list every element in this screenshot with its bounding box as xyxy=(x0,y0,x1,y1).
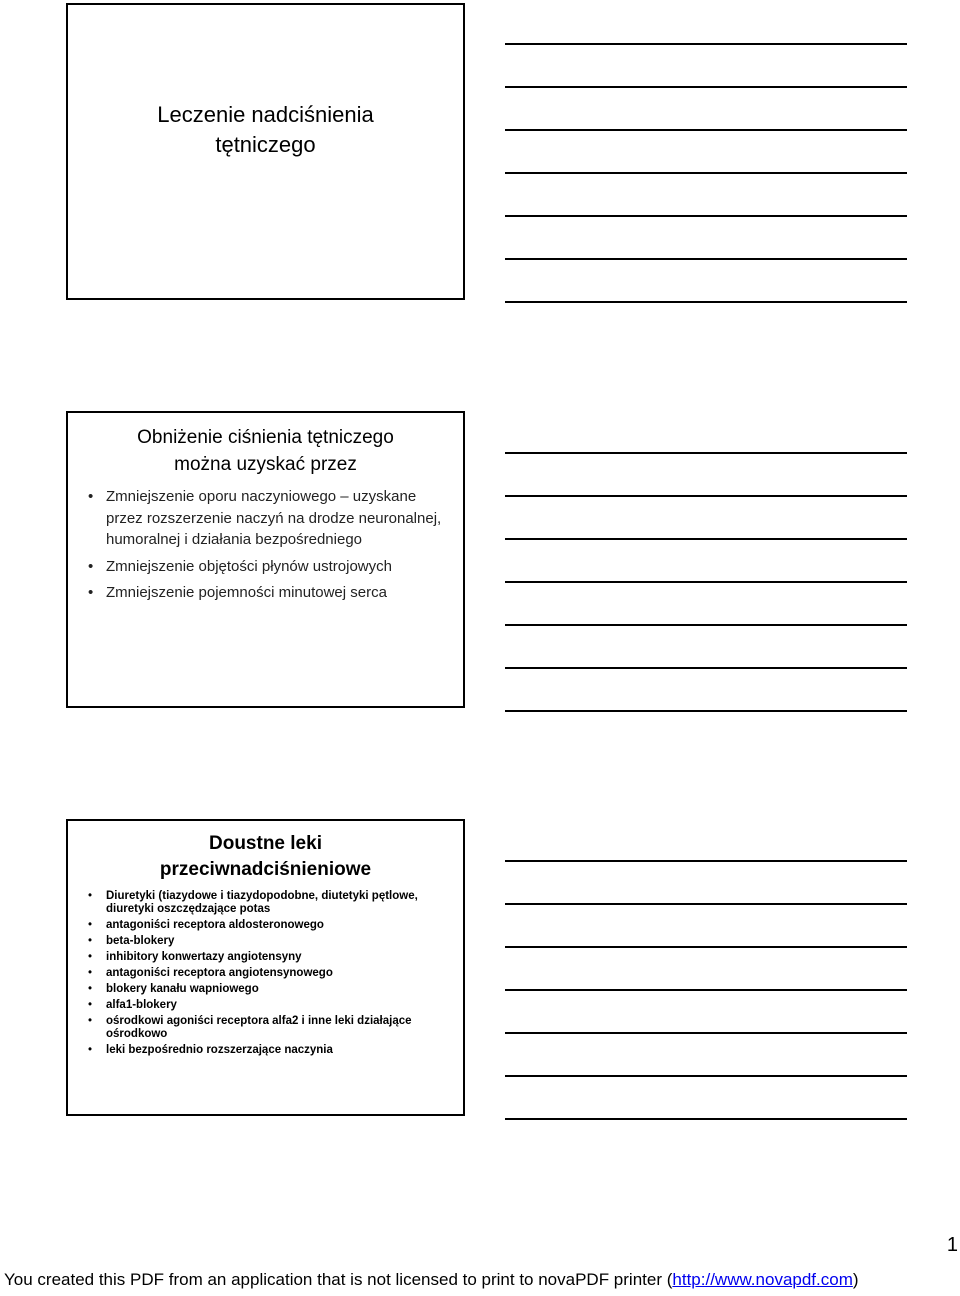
note-line xyxy=(505,215,907,217)
bullet-item: • Zmniejszenie objętości płynów ustrojowych xyxy=(86,556,451,578)
slide-2-title-line: Obniżenie ciśnienia tętniczego xyxy=(137,427,394,448)
slide-3-title-line: Doustne leki xyxy=(209,833,322,854)
note-line xyxy=(505,172,907,174)
bullet-item: • Zmniejszenie pojemności minutowej serca xyxy=(86,582,451,604)
footer-text-end: ) xyxy=(852,1270,859,1289)
note-line xyxy=(505,129,907,131)
note-line xyxy=(505,1075,907,1077)
slide-3 xyxy=(66,819,465,1116)
slide-1-title-line: tętniczego xyxy=(215,132,316,157)
note-line xyxy=(505,860,907,862)
bullet-item: • blokery kanału wapniowego xyxy=(86,983,451,996)
note-line xyxy=(505,989,907,991)
slide-1-title xyxy=(68,100,463,160)
footer-link[interactable]: http://www.novapdf.com xyxy=(672,1270,853,1289)
note-line xyxy=(505,1032,907,1034)
slide-3-title xyxy=(68,831,463,883)
note-line xyxy=(505,946,907,948)
bullet-item: • Diuretyki (tiazydowe i tiazydopodobne, diutetyki pętlowe, diuretyki oszczędzające potas xyxy=(86,890,451,916)
note-line xyxy=(505,258,907,260)
note-line xyxy=(505,301,907,303)
note-line xyxy=(505,581,907,583)
slide-2 xyxy=(66,411,465,708)
note-line xyxy=(505,452,907,454)
slide-1 xyxy=(66,3,465,300)
note-line xyxy=(505,43,907,45)
note-line xyxy=(505,1118,907,1120)
note-line xyxy=(505,710,907,712)
slide-2-bullet-list xyxy=(86,486,451,609)
slide-3-bullet-list xyxy=(86,890,451,1060)
bullet-item: • Zmniejszenie oporu naczyniowego – uzyskane przez rozszerzenie naczyń na drodze neuronalnej, humoralnej i działania bezpośredniego xyxy=(86,486,451,551)
slide-3-title-line: przeciwnadciśnieniowe xyxy=(159,859,372,880)
note-line xyxy=(505,538,907,540)
note-line xyxy=(505,495,907,497)
slide-2-title-line: można uzyskać przez xyxy=(174,454,357,475)
footer-text: You created this PDF from an application that is not licensed to print to novaPDF printer ( xyxy=(4,1270,673,1289)
page-number: 1 xyxy=(946,1234,958,1256)
bullet-item: • antagoniści receptora aldosteronowego xyxy=(86,919,451,932)
bullet-item: • antagoniści receptora angiotensynowego xyxy=(86,967,451,980)
bullet-item: • beta-blokery xyxy=(86,935,451,948)
note-line xyxy=(505,903,907,905)
bullet-item: • leki bezpośrednio rozszerzające naczynia xyxy=(86,1044,451,1057)
footer-notice xyxy=(4,1270,859,1290)
note-line xyxy=(505,667,907,669)
note-line xyxy=(505,624,907,626)
note-line xyxy=(505,86,907,88)
bullet-item: • ośrodkowi agoniści receptora alfa2 i inne leki działające ośrodkowo xyxy=(86,1015,451,1041)
bullet-item: • alfa1-blokery xyxy=(86,999,451,1012)
bullet-item: • inhibitory konwertazy angiotensyny xyxy=(86,951,451,964)
slide-1-title-line: Leczenie nadciśnienia xyxy=(157,102,374,127)
slide-2-title xyxy=(68,424,463,478)
